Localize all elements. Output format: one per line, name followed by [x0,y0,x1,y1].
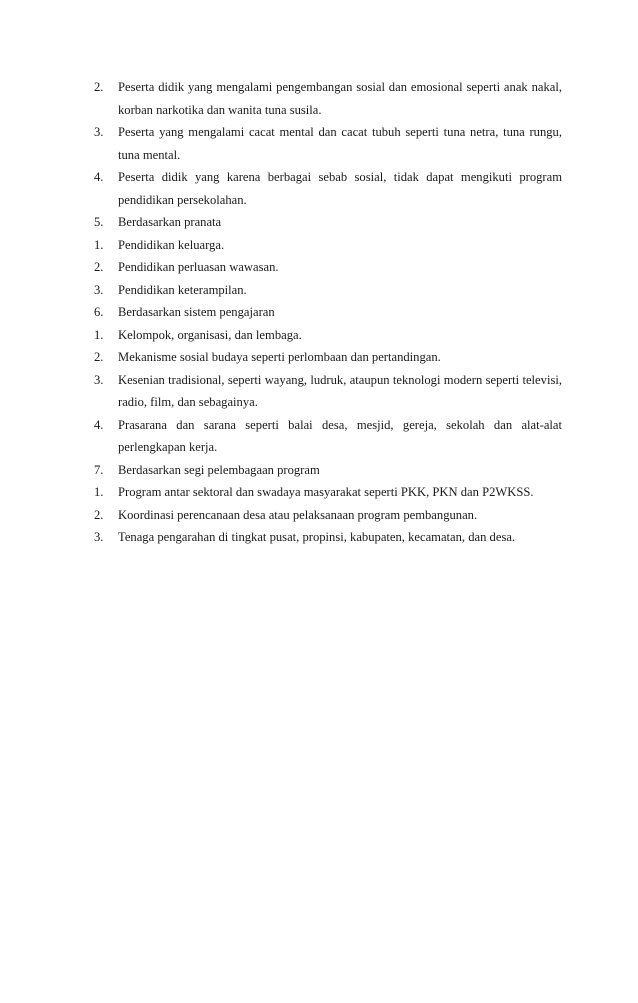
item-text: Pendidikan keluarga. [118,237,225,252]
item-number: 2. [94,260,104,274]
list-item [94,369,562,414]
list-item [94,346,562,369]
list-item [94,481,562,504]
list-item [94,279,562,302]
item-text: Berdasarkan sistem pengajaran [118,305,275,319]
item-number: 3. [94,530,104,544]
list-item [94,234,562,257]
item-number: 2. [94,350,104,364]
list-item [94,76,562,121]
item-text: Peserta yang mengalami cacat mental dan cacat tubuh seperti tuna netra, tuna rungu, tuna mental. [118,125,562,162]
item-text: Tenaga pengarahan di tingkat pusat, propinsi, kabupaten, kecamatan, dan desa. [118,530,516,544]
item-number: 2. [94,80,104,94]
item-text: Berdasarkan pranata [118,215,222,229]
item-text: Koordinasi perencanaan desa atau pelaksanaan program pembangunan. [118,507,478,522]
item-text: Pendidikan keterampilan. [118,282,247,297]
item-number: 2. [94,507,104,522]
item-number: 5. [94,215,104,229]
item-text: Program antar sektoral dan swadaya masyarakat seperti PKK, PKN dan P2WKSS. [118,485,534,499]
item-text: Berdasarkan segi pelembagaan program [118,462,320,477]
item-text: Peserta didik yang karena berbagai sebab sosial, tidak dapat mengikuti program pendidikan persekolahan. [118,170,562,207]
item-text: Kesenian tradisional, seperti wayang, ludruk, ataupun teknologi modern seperti televisi, radio, film, dan sebagainya. [118,372,562,409]
item-text: Peserta didik yang mengalami pengembangan sosial dan emosional seperti anak nakal, korban narkotika dan wanita tuna susila. [118,80,562,117]
list-item [94,324,562,347]
item-number: 1. [94,485,104,499]
item-number: 6. [94,305,104,319]
item-text: Prasarana dan sarana seperti balai desa, mesjid, gereja, sekolah dan alat-alat perlengkapan kerja. [118,417,562,454]
item-number: 1. [94,327,104,342]
list-item [94,504,562,527]
item-number: 1. [94,237,104,252]
item-text: Kelompok, organisasi, dan lembaga. [118,327,302,342]
list-item [94,414,562,459]
list-item [94,121,562,166]
list-item [94,301,562,324]
list-item [94,211,562,234]
item-number: 4. [94,417,104,432]
item-number: 3. [94,372,104,387]
item-number: 7. [94,462,104,477]
list-item [94,459,562,482]
item-number: 3. [94,282,104,297]
item-text: Pendidikan perluasan wawasan. [118,260,279,274]
numbered-list [94,76,562,549]
item-number: 3. [94,125,104,139]
list-item [94,526,562,549]
list-item [94,256,562,279]
item-text: Mekanisme sosial budaya seperti perlombaan dan pertandingan. [118,350,441,364]
item-number: 4. [94,170,104,184]
list-item [94,166,562,211]
